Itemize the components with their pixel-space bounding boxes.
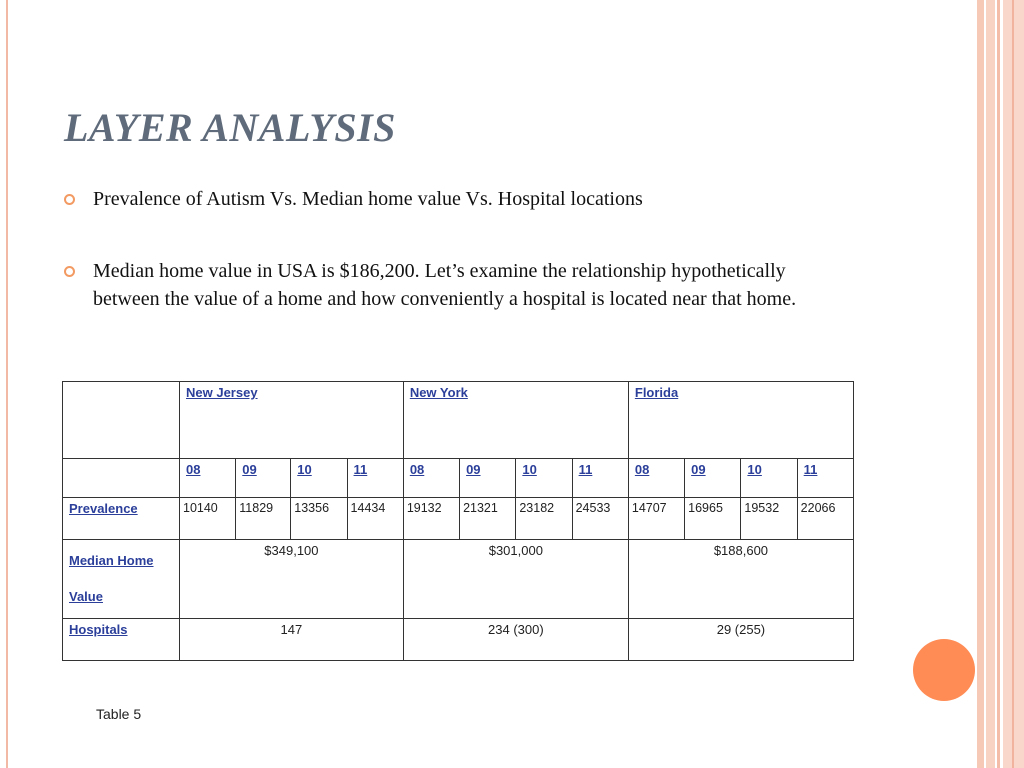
table-row [63, 540, 854, 619]
prevalence-cell: 13356 [291, 498, 347, 540]
year-header: 11 [347, 459, 403, 498]
table-corner-cell [63, 382, 180, 459]
state-header: Florida [628, 382, 853, 459]
bullet-text: Prevalence of Autism Vs. Median home value Vs. Hospital locations [93, 188, 643, 210]
year-header: 08 [403, 459, 459, 498]
prevalence-cell: 23182 [516, 498, 572, 540]
year-header: 09 [236, 459, 291, 498]
year-header: 09 [460, 459, 516, 498]
median-value-cell: $349,100 [180, 540, 404, 619]
prevalence-cell: 24533 [572, 498, 628, 540]
decor-stripe [1012, 0, 1014, 768]
bullet-text: Median home value in USA is $186,200. Let’s examine the relationship hypothetically between the value of a home and how conveniently a hospital is located near that home. [93, 260, 797, 310]
prevalence-cell: 14434 [347, 498, 403, 540]
prevalence-cell: 19532 [741, 498, 797, 540]
table-row [63, 459, 854, 498]
year-header: 08 [628, 459, 684, 498]
year-header: 08 [180, 459, 236, 498]
year-header: 09 [685, 459, 741, 498]
bullet-item [64, 185, 854, 213]
row-label: Prevalence [63, 498, 180, 540]
bullet-circle-icon [64, 194, 75, 205]
decor-stripe [997, 0, 1000, 768]
decor-stripe [977, 0, 984, 768]
hospitals-cell: 147 [180, 619, 404, 661]
prevalence-cell: 11829 [236, 498, 291, 540]
year-header: 10 [741, 459, 797, 498]
prevalence-cell: 14707 [628, 498, 684, 540]
data-table [62, 381, 854, 661]
year-header: 10 [291, 459, 347, 498]
table-row [63, 498, 854, 540]
hospitals-cell: 234 (300) [403, 619, 628, 661]
bullet-circle-icon [64, 266, 75, 277]
prevalence-cell: 19132 [403, 498, 459, 540]
year-header: 11 [797, 459, 853, 498]
slide-title: LAYER ANALYSIS [64, 105, 396, 150]
median-value-cell: $188,600 [628, 540, 853, 619]
state-header: New Jersey [180, 382, 404, 459]
table-caption: Table 5 [96, 706, 142, 722]
row-label: Hospitals [63, 619, 180, 661]
year-header: 11 [572, 459, 628, 498]
hospitals-cell: 29 (255) [628, 619, 853, 661]
year-header: 10 [516, 459, 572, 498]
prevalence-cell: 22066 [797, 498, 853, 540]
decor-stripe [986, 0, 995, 768]
bullet-item [64, 257, 854, 313]
table-row [63, 619, 854, 661]
table-row [63, 382, 854, 459]
prevalence-cell: 16965 [685, 498, 741, 540]
state-header: New York [403, 382, 628, 459]
prevalence-cell: 10140 [180, 498, 236, 540]
decor-circle [913, 639, 975, 701]
row-label: Median Home Value [63, 540, 180, 619]
table-cell [63, 459, 180, 498]
prevalence-cell: 21321 [460, 498, 516, 540]
median-value-cell: $301,000 [403, 540, 628, 619]
